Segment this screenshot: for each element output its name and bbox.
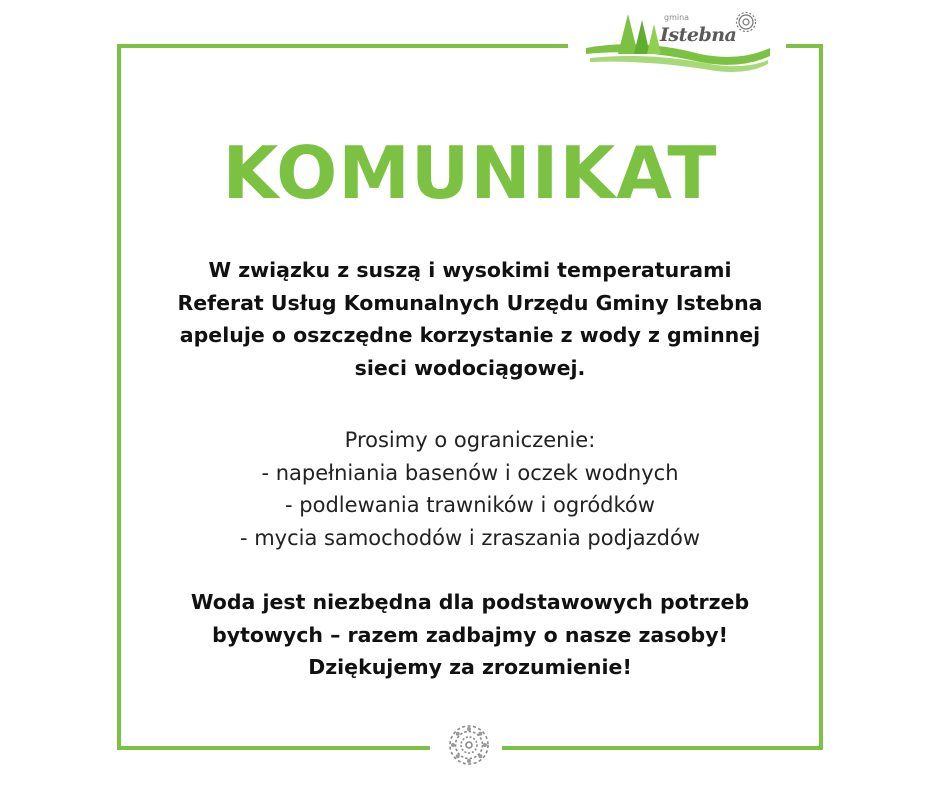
page-title: KOMUNIKAT: [222, 131, 718, 215]
intro-line: apeluje o oszczędne korzystanie z wody z gminnej: [179, 323, 761, 347]
request-list: [117, 424, 823, 554]
logo-name: Istebna: [660, 24, 737, 46]
closing-paragraph: [117, 586, 823, 684]
request-heading: Prosimy o ograniczenie:: [344, 428, 596, 452]
emblem-icon: [446, 722, 492, 768]
closing-line: Woda jest niezbędna dla podstawowych potrzeb: [190, 590, 750, 614]
intro-line: sieci wodociągowej.: [354, 355, 586, 380]
intro-paragraph: [117, 254, 823, 384]
closing-line: bytowych – razem zadbajmy o nasze zasoby!: [212, 622, 728, 647]
logo-small-text: gmina: [664, 13, 690, 22]
request-item: - podlewania trawników i ogródków: [285, 493, 655, 517]
request-item: - mycia samochodów i zraszania podjazdów: [239, 525, 701, 550]
intro-line: W związku z suszą i wysokimi temperaturami: [208, 258, 732, 282]
request-item: - napełniania basenów i oczek wodnych: [261, 460, 679, 485]
closing-line: Dziękujemy za zrozumienie!: [308, 655, 632, 679]
intro-line: Referat Usług Komunalnych Urzędu Gminy Istebna: [177, 290, 763, 315]
